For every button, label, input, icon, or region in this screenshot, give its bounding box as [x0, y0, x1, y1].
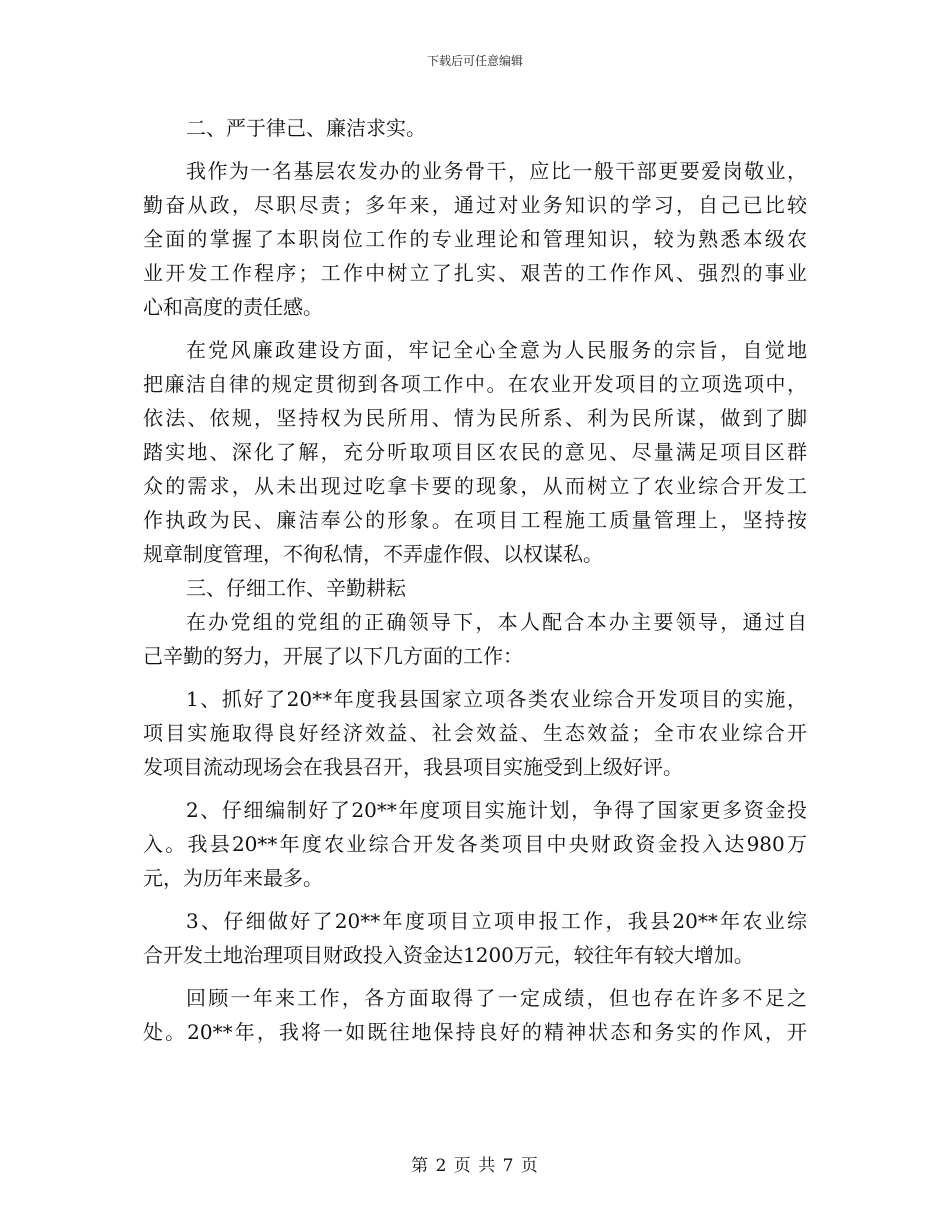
- text-line: 在党风廉政建设方面，牢记全心全意为人民服务的宗旨，自觉地: [186, 338, 807, 362]
- text-line: 1、抓好了20**年度我县国家立项各类农业综合开发项目的实施，: [186, 687, 807, 711]
- text-line: 发项目流动现场会在我县召开，我县项目实施受到上级好评。: [143, 755, 683, 779]
- text-line: 入。我县20**年度农业综合开发各类项目中央财政资金投入达980万: [143, 832, 807, 856]
- paragraph: [143, 333, 807, 571]
- page-header: 下载后可任意编辑: [426, 54, 523, 68]
- text-line: 处。20**年，我将一如既往地保持良好的精神状态和务实的作风，开: [143, 1020, 807, 1044]
- text-line: 业开发工作程序；工作中树立了扎实、艰苦的工作作风、强烈的事业: [143, 261, 807, 285]
- text-line: 全面的掌握了本职岗位工作的专业理论和管理知识，较为熟悉本级农: [143, 227, 807, 251]
- text-line: 把廉洁自律的规定贯彻到各项工作中。在农业开发项目的立项选项中，: [143, 372, 807, 396]
- text-line: 回顾一年来工作，各方面取得了一定成绩，但也存在许多不足之: [186, 986, 807, 1010]
- text-line: 三、仔细工作、辛勤耕耘: [186, 576, 406, 600]
- paragraph: [143, 154, 807, 324]
- text-line: 依法、依规，坚持权为民所用、情为民所系、利为民所谋，做到了脚: [143, 406, 807, 430]
- text-line: 己辛勤的努力，开展了以下几方面的工作：: [143, 644, 523, 668]
- text-line: 2、仔细编制好了20**年度项目实施计划，争得了国家更多资金投: [186, 798, 807, 822]
- section-heading-3: [143, 571, 807, 605]
- text-line: 3、仔细做好了20**年度项目立项申报工作，我县20**年农业综: [186, 909, 807, 933]
- text-line: 心和高度的责任感。: [143, 295, 323, 319]
- paragraph: [143, 793, 807, 895]
- text-line: 众的需求，从未出现过吃拿卡要的现象，从而树立了农业综合开发工: [143, 474, 807, 498]
- paragraph: [143, 682, 807, 784]
- text-line: 在办党组的党组的正确领导下，本人配合本办主要领导，通过自: [186, 610, 807, 634]
- text-line: 规章制度管理，不徇私情，不弄虚作假、以权谋私。: [143, 542, 603, 566]
- paragraph: [143, 605, 807, 673]
- text-line: 我作为一名基层农发办的业务骨干，应比一般干部更要爱岗敬业，: [186, 159, 807, 183]
- page-footer: 第 2 页 共 7 页: [411, 1156, 539, 1176]
- text-line: 作执政为民、廉洁奉公的形象。在项目工程施工质量管理上，坚持按: [143, 508, 807, 532]
- text-line: 项目实施取得良好经济效益、社会效益、生态效益；全市农业综合开: [143, 721, 807, 745]
- document-body: [143, 111, 807, 1049]
- paragraph: [143, 904, 807, 972]
- text-line: 合开发土地治理项目财政投入资金达1200万元，较往年有较大增加。: [143, 943, 754, 967]
- text-line: 二、严于律己、廉洁求实。: [186, 116, 426, 140]
- text-line: 勤奋从政，尽职尽责；多年来，通过对业务知识的学习，自己已比较: [143, 193, 807, 217]
- section-heading-2: [143, 111, 807, 145]
- text-line: 踏实地、深化了解，充分听取项目区农民的意见、尽量满足项目区群: [143, 440, 807, 464]
- paragraph: [143, 981, 807, 1049]
- text-line: 元，为历年来最多。: [143, 866, 323, 890]
